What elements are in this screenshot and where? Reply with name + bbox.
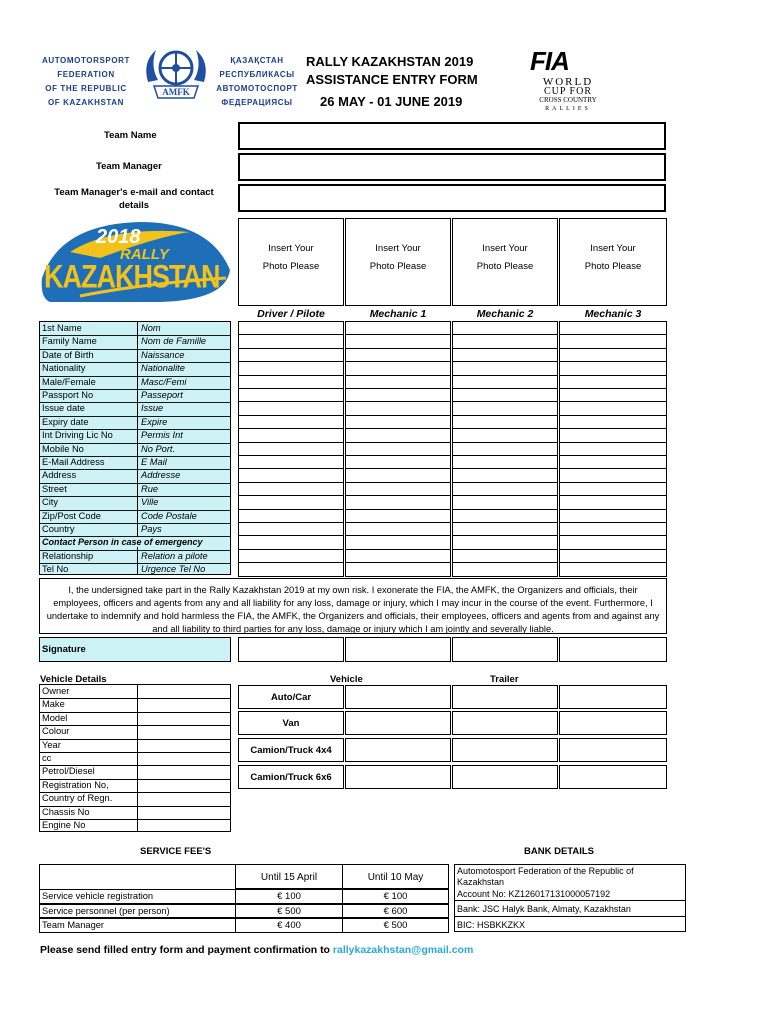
trailer-header: Trailer — [490, 674, 519, 685]
input-cell-mechanic-2[interactable] — [452, 549, 558, 563]
input-cell-driver[interactable] — [238, 535, 344, 549]
footer-note — [40, 944, 473, 956]
input-cell-mechanic-3[interactable] — [559, 495, 667, 509]
input-cell-mechanic-1[interactable] — [345, 509, 451, 523]
input-cell-mechanic-3[interactable] — [559, 455, 667, 469]
field-label-en: Tel No — [42, 564, 69, 575]
field-label-en: Zip/Post Code — [42, 510, 101, 521]
event-dates: 26 MAY - 01 JUNE 2019 — [320, 94, 463, 109]
bank-line-2: Account No: KZ126017131000057192 — [457, 889, 611, 899]
input-cell-mechanic-2[interactable] — [452, 455, 558, 469]
fee-col-header-2: Until 10 May — [342, 864, 449, 889]
input-cell-mechanic-1[interactable] — [345, 562, 451, 576]
vehicle-type-option[interactable] — [238, 738, 344, 762]
photo-box-mechanic-2[interactable]: Insert Your Photo Please — [452, 218, 558, 306]
input-cell-mechanic-3[interactable] — [559, 549, 667, 563]
input-cell-mechanic-3[interactable] — [559, 428, 667, 442]
input-cell-driver[interactable] — [238, 455, 344, 469]
fee-col-header-1: Until 15 April — [235, 864, 343, 889]
input-cell-mechanic-3[interactable] — [559, 388, 667, 402]
column-header-mechanic-2: Mechanic 2 — [476, 308, 534, 320]
team-name-label: Team Name — [104, 130, 157, 141]
input-cell-mechanic-3[interactable] — [559, 375, 667, 389]
input-cell-mechanic-3[interactable] — [559, 442, 667, 456]
vehicle-type-label: Camion/Truck 6x6 — [250, 772, 332, 783]
vehicle-field-label: Registration No, — [42, 779, 109, 790]
input-cell-mechanic-2[interactable] — [452, 361, 558, 375]
bank-details-title: BANK DETAILS — [524, 846, 595, 857]
personal-details-labels — [39, 321, 231, 575]
service-fees-title: SERVICE FEE'S — [140, 846, 212, 857]
input-cell-mechanic-1[interactable] — [345, 522, 451, 536]
fee-row-label: Service vehicle registration — [39, 889, 236, 904]
federation-name-en: AUTOMOTORSPORT FEDERATION OF THE REPUBLIC OF KAZAKHSTAN — [41, 56, 131, 107]
input-cell-mechanic-3[interactable] — [559, 562, 667, 576]
field-label-fr: Ville — [141, 497, 159, 508]
fee-row-label: Team Manager — [39, 918, 236, 933]
input-cell-mechanic-2[interactable] — [452, 442, 558, 456]
field-label-fr: Nom — [141, 323, 161, 333]
input-cell-driver[interactable] — [238, 509, 344, 523]
input-cell-trailer[interactable] — [452, 738, 558, 762]
input-cell-mechanic-3[interactable] — [559, 415, 667, 429]
input-cell-mechanic-3[interactable] — [559, 348, 667, 362]
field-label-en: Int Driving Lic No — [42, 430, 113, 441]
input-cell-mechanic-2[interactable] — [452, 495, 558, 509]
input-cell-driver[interactable] — [238, 415, 344, 429]
fee-value: € 500 — [342, 918, 449, 933]
vehicle-field-label: Country of Regn. — [42, 793, 113, 804]
input-cell-mechanic-3[interactable] — [559, 535, 667, 549]
input-cell-trailer-extra[interactable] — [559, 711, 667, 735]
federation-name-kz: ҚАЗАҚСТАН РЕСПУБЛИКАСЫ АВТОМОТОСПОРТ ФЕДЕРАЦИЯСЫ — [216, 56, 298, 107]
team-manager-field[interactable] — [238, 153, 666, 181]
input-cell-mechanic-1[interactable] — [345, 549, 451, 563]
bank-line-4: BIC: HSBKKZKX — [457, 920, 526, 930]
form-subtitle: ASSISTANCE ENTRY FORM — [306, 72, 478, 87]
input-cell-trailer[interactable] — [452, 765, 558, 789]
vehicle-type-label: Auto/Car — [270, 692, 312, 703]
input-cell-vehicle[interactable] — [345, 685, 451, 709]
field-label-en: Relationship — [42, 550, 94, 561]
input-cell-mechanic-2[interactable] — [452, 562, 558, 576]
input-cell-mechanic-3[interactable] — [559, 482, 667, 496]
vehicle-field-label: Colour — [42, 726, 70, 737]
input-cell-mechanic-1[interactable] — [345, 348, 451, 362]
input-cell-driver[interactable] — [238, 348, 344, 362]
input-cell-mechanic-1[interactable] — [345, 468, 451, 482]
vehicle-field-label: Year — [42, 739, 61, 750]
input-cell-mechanic-2[interactable] — [452, 415, 558, 429]
input-cell-trailer[interactable] — [452, 711, 558, 735]
declaration-box — [39, 578, 667, 634]
signature-label: Signature — [42, 644, 86, 655]
field-label-en: City — [42, 497, 59, 508]
footer-email-link[interactable]: rallykazakhstan@gmail.com — [332, 944, 474, 956]
field-label-fr: Nom de Famille — [141, 336, 207, 347]
input-cell-mechanic-2[interactable] — [452, 375, 558, 389]
input-cell-mechanic-3[interactable] — [559, 509, 667, 523]
column-header-mechanic-1: Mechanic 1 — [369, 308, 427, 320]
field-label-fr: E Mail — [141, 457, 167, 467]
vehicle-details-title: Vehicle Details — [40, 674, 107, 685]
input-cell-driver[interactable] — [238, 388, 344, 402]
input-cell-mechanic-3[interactable] — [559, 334, 667, 348]
input-cell-mechanic-1[interactable] — [345, 428, 451, 442]
field-label-en: Issue date — [42, 403, 85, 414]
declaration-text: I, the undersigned take part in the Rally Kazakhstan 2019 at my own risk. I exonerate the FIA, the AMFK, the Organizers and officials, their employees, officers and agents from any and all liability for any loss, damage or injury, which I may incur in the course of the event. Furthermore, I undertake to indemnify and hold harmless the FIA, the AMFK, the Organizers and officials, their employees, officers and agents from and against any and all liability to third parties for any loss, damage or injury which I am jointly and severally liable. — [46, 585, 660, 634]
vehicle-type-option[interactable] — [238, 711, 344, 735]
input-cell-driver[interactable] — [238, 334, 344, 348]
emergency-contact-title: Contact Person in case of emergency — [42, 537, 228, 547]
team-manager-contact-label: Team Manager's e-mail and contact details — [54, 187, 214, 211]
field-label-en: Street — [42, 483, 67, 494]
field-label-en: Passport No — [42, 390, 94, 400]
fee-value: € 100 — [342, 889, 449, 904]
field-label-fr: Nationalite — [141, 363, 185, 374]
bank-line-1: Automotosport Federation of the Republic of Kazakhstan — [457, 866, 634, 887]
vehicle-field-label: Petrol/Diesel — [42, 766, 95, 777]
input-cell-trailer-extra[interactable] — [559, 738, 667, 762]
signature-mechanic-3[interactable] — [559, 637, 667, 662]
field-label-en: Date of Birth — [42, 349, 94, 360]
input-cell-mechanic-2[interactable] — [452, 401, 558, 415]
input-cell-mechanic-1[interactable] — [345, 334, 451, 348]
fee-value: € 500 — [235, 904, 343, 918]
input-cell-driver[interactable] — [238, 562, 344, 576]
input-cell-driver[interactable] — [238, 321, 344, 335]
field-label-fr: Masc/Femi — [141, 376, 187, 387]
bank-details-box — [454, 864, 686, 932]
fee-value: € 600 — [342, 904, 449, 918]
input-cell-mechanic-3[interactable] — [559, 361, 667, 375]
input-cell-mechanic-2[interactable] — [452, 509, 558, 523]
fee-value: € 100 — [235, 889, 343, 904]
input-cell-mechanic-2[interactable] — [452, 522, 558, 536]
team-name-field[interactable] — [238, 122, 666, 150]
vehicle-field-label: cc — [42, 753, 52, 763]
field-label-fr: Naissance — [141, 349, 185, 360]
signature-label-box — [39, 637, 231, 662]
fee-value: € 400 — [235, 918, 343, 933]
input-cell-trailer-extra[interactable] — [559, 765, 667, 789]
field-label-fr: Issue — [141, 403, 164, 414]
vehicle-type-option[interactable] — [238, 765, 344, 789]
input-cell-trailer[interactable] — [452, 685, 558, 709]
rally-kazakhstan-logo: 2018 RALLY KAZAKHSTAN — [40, 218, 232, 304]
input-cell-driver[interactable] — [238, 522, 344, 536]
form-title: RALLY KAZAKHSTAN 2019 — [306, 54, 474, 69]
input-cell-mechanic-1[interactable] — [345, 455, 451, 469]
vehicle-header: Vehicle — [330, 674, 363, 685]
field-label-en: Family Name — [42, 336, 97, 347]
input-cell-mechanic-2[interactable] — [452, 535, 558, 549]
field-label-fr: No Port. — [141, 443, 176, 454]
vehicle-field-label: Make — [42, 699, 65, 710]
input-cell-mechanic-2[interactable] — [452, 321, 558, 335]
vehicle-details-table — [39, 684, 231, 832]
input-cell-mechanic-1[interactable] — [345, 388, 451, 402]
vehicle-type-label: Van — [282, 718, 300, 729]
vehicle-field-label: Chassis No — [42, 806, 90, 817]
input-cell-driver[interactable] — [238, 495, 344, 509]
bank-line-3: Bank: JSC Halyk Bank, Almaty, Kazakhstan — [457, 904, 631, 914]
column-header-driver: Driver / Pilote — [257, 308, 325, 320]
input-cell-vehicle[interactable] — [345, 738, 451, 762]
input-cell-mechanic-1[interactable] — [345, 361, 451, 375]
field-label-en: E-Mail Address — [42, 457, 105, 467]
input-cell-mechanic-2[interactable] — [452, 334, 558, 348]
field-label-fr: Urgence Tel No — [141, 564, 206, 575]
field-label-fr: Addresse — [141, 470, 181, 481]
field-label-fr: Permis Int — [141, 430, 183, 441]
field-label-en: Expiry date — [42, 416, 89, 427]
photo-box-mechanic-3[interactable]: Insert Your Photo Please — [559, 218, 667, 306]
input-cell-mechanic-3[interactable] — [559, 401, 667, 415]
fees-table — [39, 864, 449, 932]
vehicle-field-label: Model — [42, 712, 68, 723]
signature-mechanic-1[interactable] — [345, 637, 451, 662]
input-cell-mechanic-2[interactable] — [452, 468, 558, 482]
amfk-logo — [140, 42, 212, 108]
input-cell-driver[interactable] — [238, 361, 344, 375]
photo-box-driver[interactable]: Insert Your Photo Please — [238, 218, 344, 306]
input-cell-driver[interactable] — [238, 442, 344, 456]
field-label-en: Address — [42, 470, 77, 481]
input-cell-mechanic-3[interactable] — [559, 468, 667, 482]
fia-logo: FIA WORLD CUP FOR CROSS COUNTRY RALLIES — [530, 46, 597, 112]
field-label-en: Male/Female — [42, 376, 96, 387]
input-cell-mechanic-2[interactable] — [452, 348, 558, 362]
field-label-en: Nationality — [42, 363, 86, 374]
field-label-fr: Relation a pilote — [141, 550, 208, 561]
footer-text: Please send filled entry form and payment confirmation to — [40, 944, 330, 956]
input-cell-trailer-extra[interactable] — [559, 685, 667, 709]
field-label-fr: Rue — [141, 483, 159, 494]
photo-box-mechanic-1[interactable]: Insert Your Photo Please — [345, 218, 451, 306]
input-cell-mechanic-1[interactable] — [345, 415, 451, 429]
input-cell-mechanic-3[interactable] — [559, 321, 667, 335]
column-header-mechanic-3: Mechanic 3 — [584, 308, 642, 320]
input-cell-driver[interactable] — [238, 549, 344, 563]
field-label-fr: Passeport — [141, 390, 183, 400]
input-cell-mechanic-3[interactable] — [559, 522, 667, 536]
field-label-en: 1st Name — [42, 323, 82, 333]
team-manager-contact-field[interactable] — [238, 184, 666, 212]
field-label-fr: Expire — [141, 416, 168, 427]
field-label-fr: Pays — [141, 524, 162, 534]
field-label-fr: Code Postale — [141, 510, 197, 521]
input-cell-mechanic-1[interactable] — [345, 442, 451, 456]
field-label-en: Mobile No — [42, 443, 84, 454]
input-cell-mechanic-1[interactable] — [345, 375, 451, 389]
input-cell-vehicle[interactable] — [345, 765, 451, 789]
input-cell-mechanic-1[interactable] — [345, 401, 451, 415]
vehicle-field-label: Engine No — [42, 820, 86, 830]
input-cell-driver[interactable] — [238, 482, 344, 496]
input-cell-mechanic-2[interactable] — [452, 388, 558, 402]
team-manager-label: Team Manager — [96, 161, 162, 172]
input-cell-mechanic-1[interactable] — [345, 321, 451, 335]
vehicle-type-label: Camion/Truck 4x4 — [250, 745, 332, 756]
signature-mechanic-2[interactable] — [452, 637, 558, 662]
field-label-en: Country — [42, 524, 75, 534]
input-cell-mechanic-2[interactable] — [452, 482, 558, 496]
vehicle-field-label: Owner — [42, 686, 70, 696]
input-cell-mechanic-1[interactable] — [345, 495, 451, 509]
signature-driver[interactable] — [238, 637, 344, 662]
input-cell-mechanic-2[interactable] — [452, 428, 558, 442]
input-cell-driver[interactable] — [238, 375, 344, 389]
amfk-logo-text: AMFK — [162, 87, 190, 97]
input-cell-vehicle[interactable] — [345, 711, 451, 735]
input-cell-mechanic-1[interactable] — [345, 535, 451, 549]
fee-row-label: Service personnel (per person) — [39, 904, 236, 918]
vehicle-type-option[interactable] — [238, 685, 344, 709]
input-cell-driver[interactable] — [238, 428, 344, 442]
input-cell-driver[interactable] — [238, 401, 344, 415]
input-cell-mechanic-1[interactable] — [345, 482, 451, 496]
input-cell-driver[interactable] — [238, 468, 344, 482]
